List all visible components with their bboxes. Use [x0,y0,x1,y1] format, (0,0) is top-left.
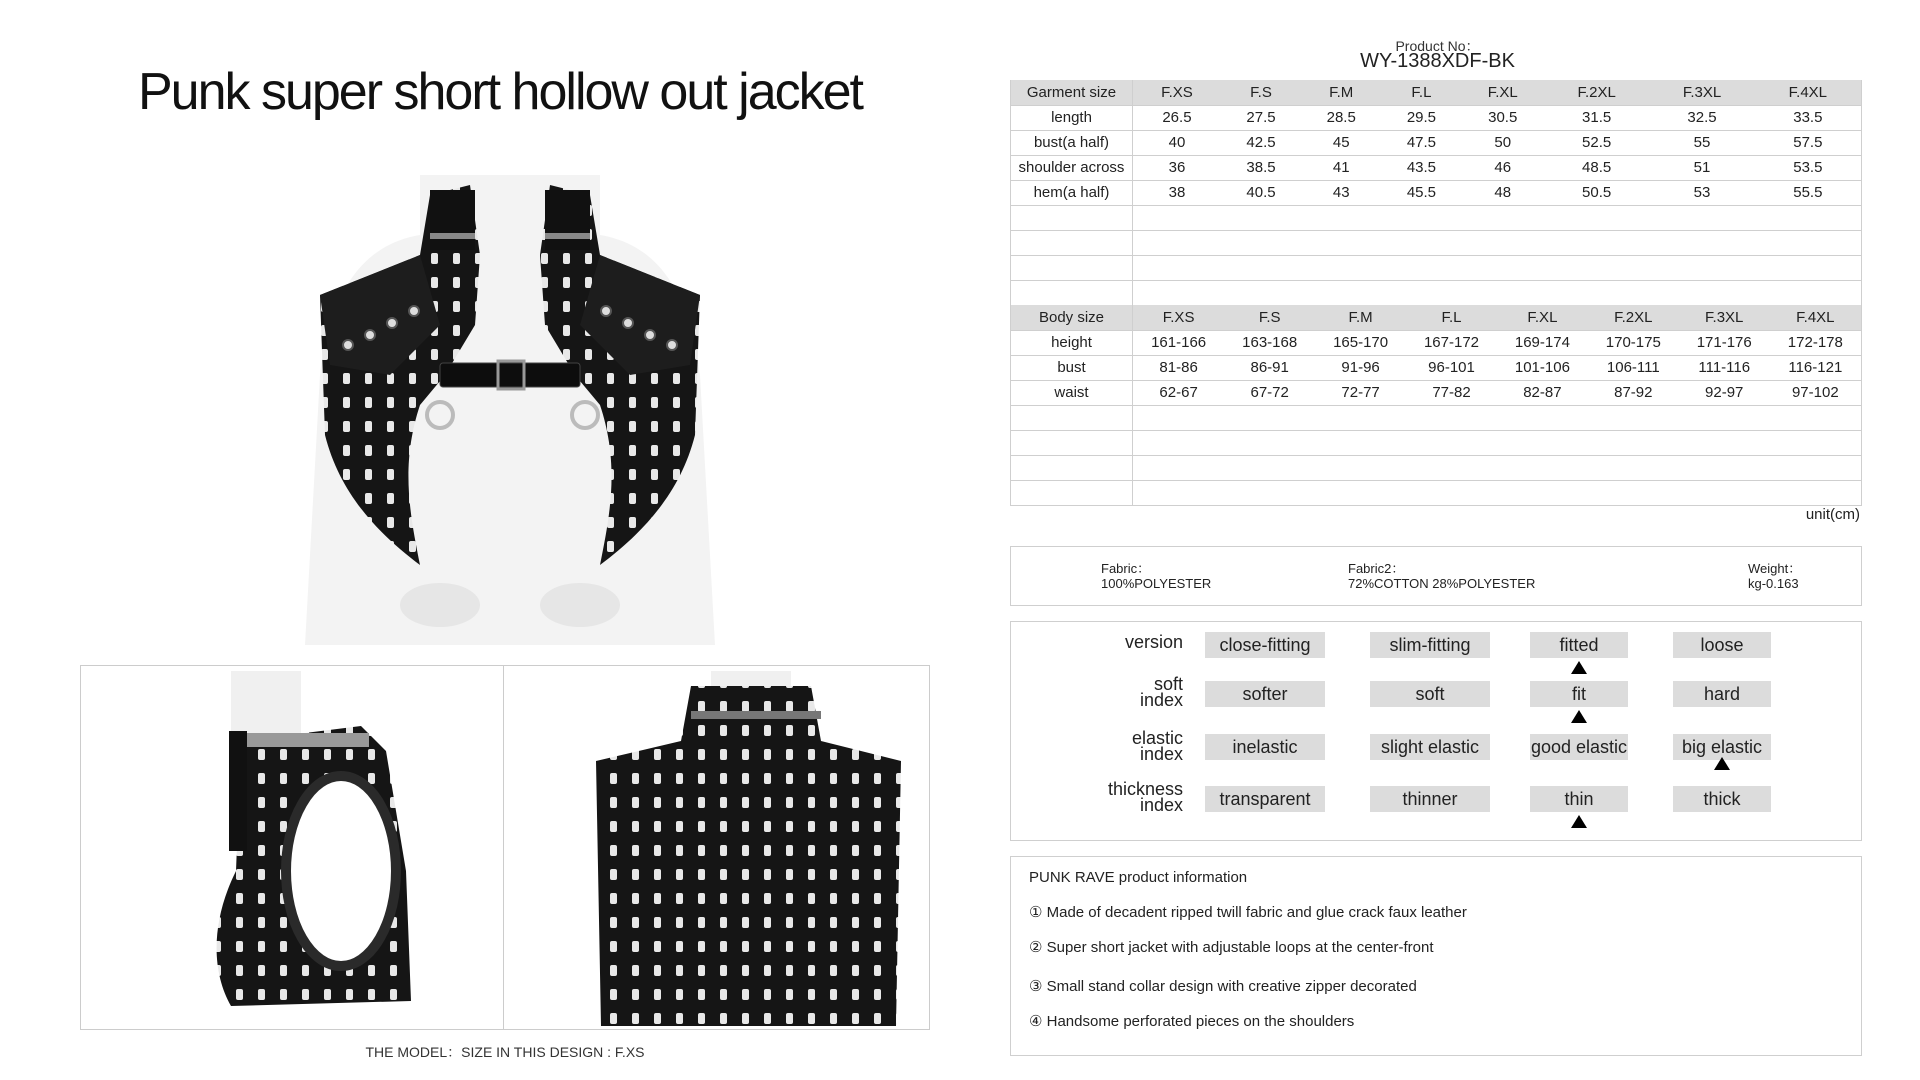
header-cell: F.XS [1133,80,1221,105]
info-item: ③ Small stand collar design with creative zipper decorated [1029,978,1417,995]
table-cell: 57.5 [1755,130,1862,155]
header-cell: F.2XL [1588,305,1679,330]
table-cell: 51 [1649,155,1754,180]
table-cell: 40.5 [1221,180,1301,205]
table-row [1011,155,1862,180]
table-cell: 32.5 [1649,105,1754,130]
row-label: bust(a half) [1011,130,1133,155]
table-cell: 82-87 [1497,380,1588,405]
table-row [1011,380,1862,405]
table-cell: 41 [1301,155,1381,180]
table-cell: 106-111 [1588,355,1679,380]
table-cell: 171-176 [1679,330,1770,355]
fabric2-label: Fabric2： [1348,561,1405,576]
table-cell: 167-172 [1406,330,1497,355]
product-number-label: Product No： [1395,38,1480,54]
table-cell: 53.5 [1755,155,1862,180]
row-label: waist [1011,380,1133,405]
table-row [1011,330,1862,355]
header-cell: F.4XL [1755,80,1862,105]
header-cell: F.L [1381,80,1461,105]
selected-marker-icon [1571,815,1587,828]
weight [1748,561,1801,591]
table-row [1011,180,1862,205]
table-cell: 165-170 [1315,330,1406,355]
empty-row [1011,230,1862,255]
model-size-note: THE MODEL：SIZE IN THIS DESIGN : F.XS [365,1044,645,1060]
selected-marker-icon [1714,757,1730,770]
table-cell: 26.5 [1133,105,1221,130]
row-label: shoulder across [1011,155,1133,180]
table-cell: 30.5 [1462,105,1544,130]
table-cell: 38.5 [1221,155,1301,180]
table-cell: 36 [1133,155,1221,180]
header-cell: Body size [1011,305,1133,330]
fit-index-box [1010,621,1862,841]
version-option: loose [1673,632,1771,658]
thickness-index-label: thickness index [1107,779,1183,815]
header-cell: F.S [1224,305,1315,330]
header-cell: F.M [1301,80,1381,105]
info-item: ② Super short jacket with adjustable loops at the center-front [1029,939,1434,956]
row-label: height [1011,330,1133,355]
fabric2-value: 72%COTTON 28%POLYESTER [1348,576,1536,591]
table-cell: 86-91 [1224,355,1315,380]
fabric1 [1101,561,1211,591]
table-cell: 116-121 [1770,355,1862,380]
header-cell: F.M [1315,305,1406,330]
table-cell: 55.5 [1755,180,1862,205]
version-option: close-fitting [1205,632,1325,658]
table-cell: 40 [1133,130,1221,155]
empty-row [1011,455,1862,480]
elastic-option: good elastic [1530,734,1628,760]
table-cell: 91-96 [1315,355,1406,380]
table-cell: 50.5 [1544,180,1649,205]
version-label: version [1124,632,1183,652]
table-cell: 27.5 [1221,105,1301,130]
empty-row [1011,430,1862,455]
table-cell: 43.5 [1381,155,1461,180]
table-cell: 111-116 [1679,355,1770,380]
version-option: fitted [1530,632,1628,658]
back-product-photo [581,671,921,1026]
table-cell: 29.5 [1381,105,1461,130]
thickness-option: thinner [1370,786,1490,812]
soft-option: soft [1370,681,1490,707]
row-label: length [1011,105,1133,130]
table-cell: 45.5 [1381,180,1461,205]
panel-divider [503,666,504,1029]
table-row [1011,105,1862,130]
header-cell: F.XL [1497,305,1588,330]
soft-option: hard [1673,681,1771,707]
info-heading: PUNK RAVE product information [1029,869,1248,886]
info-item: ④ Handsome perforated pieces on the shoulders [1029,1013,1355,1030]
table-cell: 163-168 [1224,330,1315,355]
elastic-option: inelastic [1205,734,1325,760]
version-option: slim-fitting [1370,632,1490,658]
empty-row [1011,405,1862,430]
fabric-info-box [1010,546,1862,606]
header-cell: F.XL [1462,80,1544,105]
table-cell: 28.5 [1301,105,1381,130]
fabric1-value: 100%POLYESTER [1101,576,1212,591]
header-cell: F.XS [1133,305,1225,330]
soft-option: softer [1205,681,1325,707]
table-cell: 62-67 [1133,380,1225,405]
header-cell: F.2XL [1544,80,1649,105]
table-cell: 169-174 [1497,330,1588,355]
empty-row [1011,280,1862,305]
empty-row [1011,205,1862,230]
info-item: ① Made of decadent ripped twill fabric and glue crack faux leather [1029,904,1467,921]
table-cell: 47.5 [1381,130,1461,155]
table-cell: 77-82 [1406,380,1497,405]
table-cell: 81-86 [1133,355,1225,380]
table-cell: 96-101 [1406,355,1497,380]
header-cell: F.S [1221,80,1301,105]
selected-marker-icon [1571,710,1587,723]
table-cell: 53 [1649,180,1754,205]
table-cell: 48.5 [1544,155,1649,180]
fabric2 [1348,561,1535,591]
thickness-option: thin [1530,786,1628,812]
body-size-table [1010,305,1862,506]
side-product-photo [141,671,481,1026]
table-cell: 161-166 [1133,330,1225,355]
table-row [1011,130,1862,155]
thickness-option: thick [1673,786,1771,812]
table-cell: 67-72 [1224,380,1315,405]
fabric1-label: Fabric： [1101,561,1151,576]
unit-label: unit(cm) [1805,506,1860,523]
table-cell: 46 [1462,155,1544,180]
weight-value: kg-0.163 [1748,576,1799,591]
header-cell: Garment size [1011,80,1133,105]
table-cell: 45 [1301,130,1381,155]
table-cell: 33.5 [1755,105,1862,130]
table-cell: 87-92 [1588,380,1679,405]
row-label: hem(a half) [1011,180,1133,205]
table-cell: 97-102 [1770,380,1862,405]
table-cell: 31.5 [1544,105,1649,130]
product-title: Punk super short hollow out jacket [138,63,862,121]
empty-row [1011,255,1862,280]
front-product-photo [270,175,750,645]
table-header-row [1011,305,1862,330]
elastic-index-label: elastic index [1131,728,1183,764]
table-row [1011,355,1862,380]
table-header-row [1011,80,1862,105]
header-cell: F.4XL [1770,305,1862,330]
header-cell: F.L [1406,305,1497,330]
table-cell: 72-77 [1315,380,1406,405]
product-info-box [1010,856,1862,1056]
table-cell: 50 [1462,130,1544,155]
header-cell: F.3XL [1649,80,1754,105]
table-cell: 172-178 [1770,330,1862,355]
table-cell: 101-106 [1497,355,1588,380]
selected-marker-icon [1571,661,1587,674]
soft-index-label: soft index [1139,674,1183,710]
weight-label: Weight： [1748,561,1802,576]
table-cell: 92-97 [1679,380,1770,405]
elastic-option: big elastic [1673,734,1771,760]
row-label: bust [1011,355,1133,380]
table-cell: 52.5 [1544,130,1649,155]
table-cell: 38 [1133,180,1221,205]
thickness-option: transparent [1205,786,1325,812]
garment-size-table [1010,80,1862,306]
table-cell: 55 [1649,130,1754,155]
table-cell: 43 [1301,180,1381,205]
table-cell: 42.5 [1221,130,1301,155]
soft-option: fit [1530,681,1628,707]
header-cell: F.3XL [1679,305,1770,330]
product-number: WY-1388XDF-BK [1360,50,1515,72]
elastic-option: slight elastic [1370,734,1490,760]
empty-row [1011,480,1862,505]
table-cell: 48 [1462,180,1544,205]
detail-photos-panel [80,665,930,1030]
table-cell: 170-175 [1588,330,1679,355]
